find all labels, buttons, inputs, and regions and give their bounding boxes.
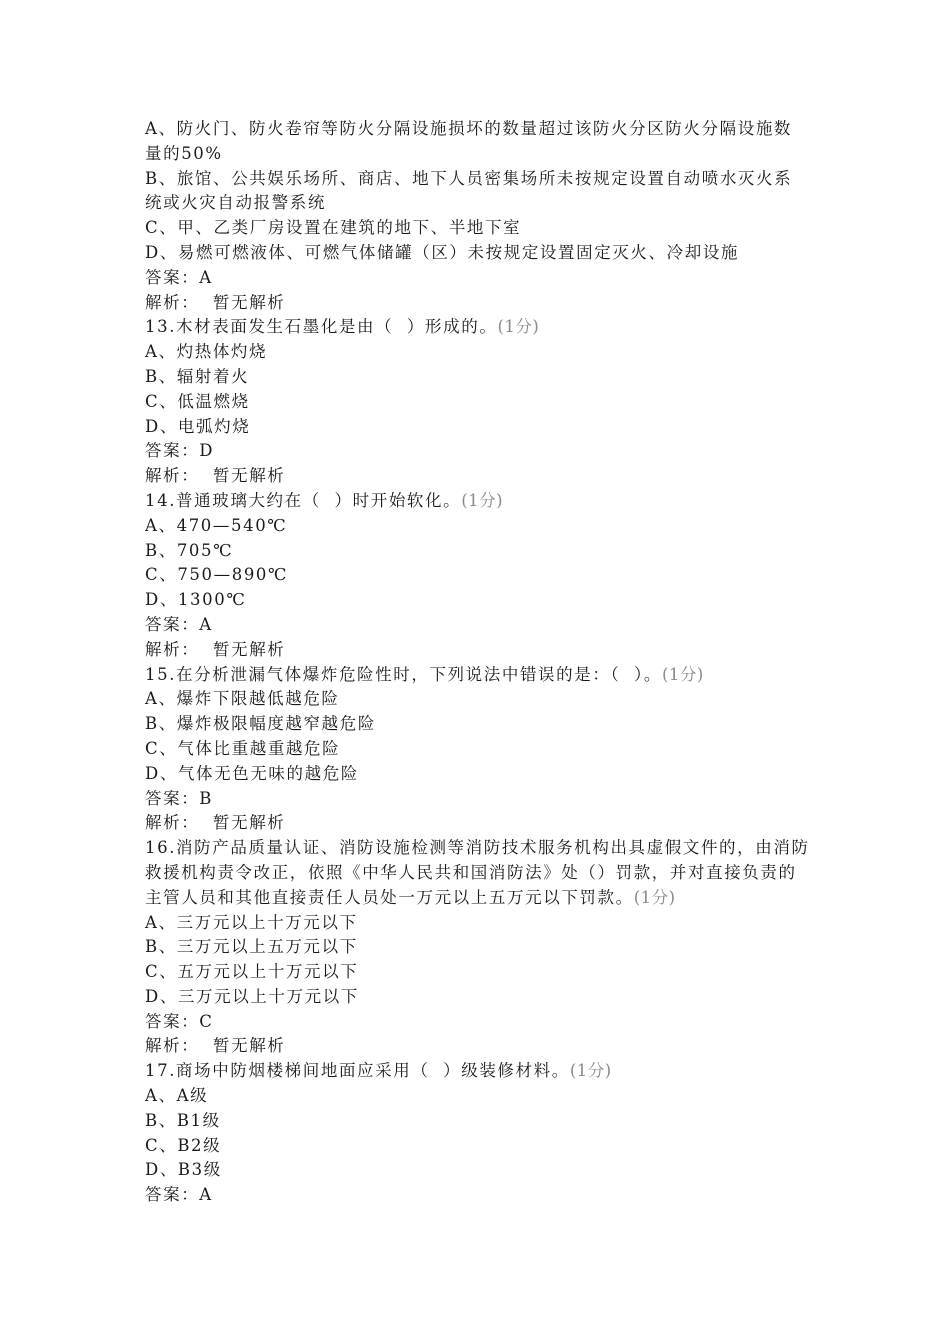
option-c: C、B2级 xyxy=(145,1135,222,1155)
option-a: A、470—540℃ xyxy=(145,515,288,535)
option-d: D、易燃可燃液体、可燃气体储罐（区）未按规定设置固定灭火、冷却设施 xyxy=(145,242,740,262)
option-a: A、灼热体灼烧 xyxy=(145,342,268,362)
question-16 xyxy=(145,836,810,1059)
option-a: A、爆炸下限越低越危险 xyxy=(145,689,340,709)
option-a: A、A级 xyxy=(145,1086,209,1106)
option-b: B、三万元以上五万元以下 xyxy=(145,937,358,957)
option-c: C、甲、乙类厂房设置在建筑的地下、半地下室 xyxy=(145,218,522,238)
stem-text: 15.在分析泄漏气体爆炸危险性时，下列说法中错误的是：（ ）。 xyxy=(145,664,662,684)
option-b: B、爆炸极限幅度越窄越危险 xyxy=(145,714,376,734)
score-label: (1分) xyxy=(497,317,540,337)
analysis: 解析： 暂无解析 xyxy=(145,292,286,312)
option-d: D、电弧灼烧 xyxy=(145,416,251,436)
question-17 xyxy=(145,1059,810,1208)
answer: 答案：B xyxy=(145,788,214,808)
question-stem xyxy=(145,836,810,910)
question-15 xyxy=(145,663,810,837)
score-label: (1分) xyxy=(461,490,504,510)
option-c: C、气体比重越重越危险 xyxy=(145,738,341,758)
option-c: C、低温燃烧 xyxy=(145,391,250,411)
question-13 xyxy=(145,315,810,489)
question-stem xyxy=(145,1059,810,1084)
option-d: D、B3级 xyxy=(145,1160,222,1180)
option-b: B、B1级 xyxy=(145,1110,221,1130)
option-c: C、五万元以上十万元以下 xyxy=(145,962,359,982)
question-stem xyxy=(145,489,810,514)
stem-text: 16.消防产品质量认证、消防设施检测等消防技术服务机构出具虚假文件的，由消防救援机构责令改正，依照《中华人民共和国消防法》处（）罚款，并对直接负责的主管人员和其他直接责任人员处一万元以上五万元以下罚款。 xyxy=(145,838,810,907)
question-14 xyxy=(145,489,810,663)
option-b: B、旅馆、公共娱乐场所、商店、地下人员密集场所未按规定设置自动喷水灭火系统或火灾自动报警系统 xyxy=(145,168,793,213)
score-label: (1分) xyxy=(569,1061,612,1081)
stem-text: 13.木材表面发生石墨化是由（ ）形成的。 xyxy=(145,317,498,337)
answer: 答案：A xyxy=(145,614,213,634)
analysis: 解析： 暂无解析 xyxy=(145,1036,286,1056)
option-b: B、705℃ xyxy=(145,540,234,560)
stem-text: 17.商场中防烟楼梯间地面应采用（ ）级装修材料。 xyxy=(145,1061,570,1081)
stem-text: 14.普通玻璃大约在（ ）时开始软化。 xyxy=(145,490,462,510)
answer: 答案：A xyxy=(145,267,213,287)
option-a: A、防火门、防火卷帘等防火分隔设施损坏的数量超过该防火分区防火分隔设施数量的50% xyxy=(145,119,793,163)
option-b: B、辐射着火 xyxy=(145,366,250,386)
option-d: D、气体无色无味的越危险 xyxy=(145,763,359,783)
question-stem xyxy=(145,315,810,340)
answer: 答案：A xyxy=(145,1185,213,1205)
analysis: 解析： 暂无解析 xyxy=(145,466,286,486)
score-label: (1分) xyxy=(633,887,676,907)
answer: 答案：D xyxy=(145,441,215,461)
exam-page xyxy=(145,117,810,1208)
question-stem xyxy=(145,663,810,688)
analysis: 解析： 暂无解析 xyxy=(145,813,286,833)
score-label: (1分) xyxy=(661,664,704,684)
answer: 答案：C xyxy=(145,1011,214,1031)
analysis: 解析： 暂无解析 xyxy=(145,639,286,659)
option-a: A、三万元以上十万元以下 xyxy=(145,912,358,932)
option-d: D、1300℃ xyxy=(145,590,247,610)
option-d: D、三万元以上十万元以下 xyxy=(145,986,359,1006)
prev-question-block xyxy=(145,117,810,315)
option-c: C、750—890℃ xyxy=(145,565,289,585)
